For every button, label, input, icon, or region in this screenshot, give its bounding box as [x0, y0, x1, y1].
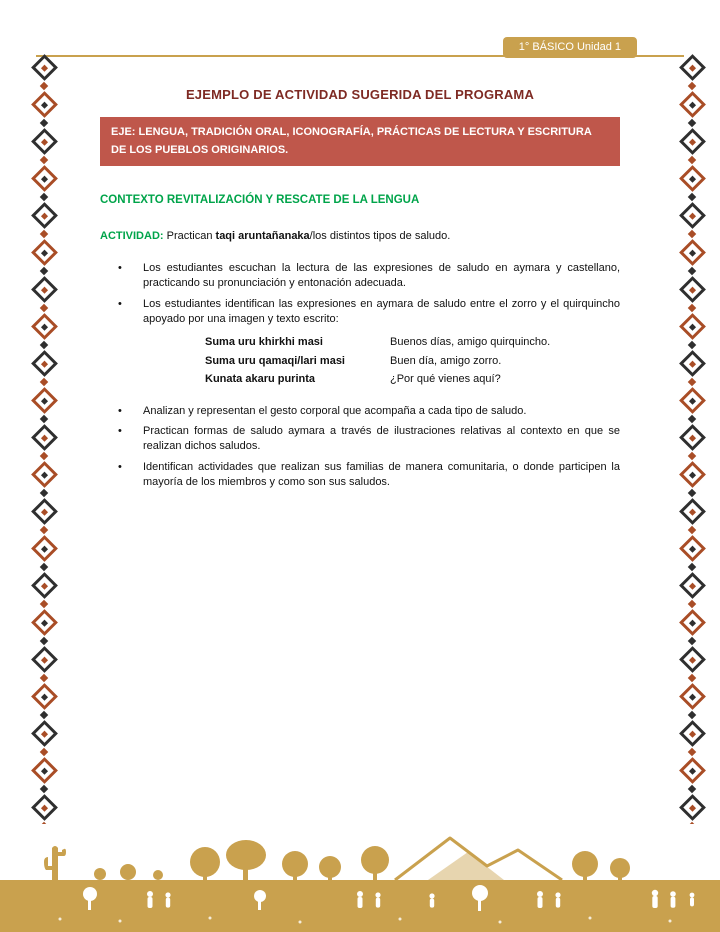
ornament-diamond-center	[40, 138, 47, 145]
ornament-connector-icon	[688, 230, 696, 238]
ornament-connector-icon	[40, 230, 48, 238]
ornament-diamond-center	[688, 101, 695, 108]
ornament-diamond-center	[688, 619, 695, 626]
phrase-spanish: Buenos días, amigo quirquincho.	[390, 336, 551, 349]
ornament-diamond-icon	[31, 424, 58, 451]
ornament-diamond-center	[688, 397, 695, 404]
ornament-connector-icon	[40, 341, 48, 349]
ornament-diamond-icon	[31, 313, 58, 340]
ornament-connector-icon	[40, 415, 48, 423]
bullet-text: Identifican actividades que realizan sus familias de manera comunitaria, o donde participen la mayoría de los miembros y como son sus saludos.	[143, 460, 620, 489]
ornament-diamond-icon	[31, 794, 58, 821]
ornament-diamond-center	[40, 545, 47, 552]
bullet-text: Los estudiantes identifican las expresiones en aymara de saludo entre el zorro y el quirquincho apoyado por una imagen y texto escrito:	[143, 297, 620, 326]
context-heading: CONTEXTO REVITALIZACIÓN Y RESCATE DE LA LENGUA	[100, 194, 420, 207]
ornament-diamond-center	[40, 434, 47, 441]
ornament-connector-icon	[40, 267, 48, 275]
bullet-text: Practican formas de saludo aymara a través de ilustraciones relativas al contexto en que se realizan dichos saludos.	[143, 424, 620, 453]
ornament-diamond-center	[40, 64, 47, 71]
list-item	[100, 460, 620, 491]
ornament-diamond-icon	[31, 683, 58, 710]
ornament-diamond-center	[40, 471, 47, 478]
ornament-diamond-icon	[31, 646, 58, 673]
ornament-diamond-icon	[31, 535, 58, 562]
ornament-diamond-icon	[679, 794, 706, 821]
footer-landscape-illustration	[0, 822, 720, 932]
ornament-connector-icon	[688, 82, 696, 90]
unit-badge: 1° BÁSICO Unidad 1	[503, 37, 637, 58]
ornament-connector-icon	[688, 711, 696, 719]
ornament-diamond-center	[40, 397, 47, 404]
ornament-connector-icon	[40, 378, 48, 386]
ornament-connector-icon	[688, 341, 696, 349]
ornament-diamond-icon	[679, 128, 706, 155]
ornament-diamond-center	[688, 471, 695, 478]
bullet-icon: •	[118, 460, 122, 473]
ornament-diamond-icon	[679, 609, 706, 636]
bullet-icon: •	[118, 261, 122, 274]
ornament-diamond-center	[688, 286, 695, 293]
ornament-diamond-icon	[31, 239, 58, 266]
ornament-diamond-icon	[679, 350, 706, 377]
ornament-diamond-icon	[31, 350, 58, 377]
ornament-diamond-center	[40, 582, 47, 589]
ornament-diamond-icon	[679, 54, 706, 81]
ornament-diamond-icon	[31, 461, 58, 488]
ornament-diamond-center	[688, 360, 695, 367]
ornament-diamond-center	[688, 582, 695, 589]
ornament-diamond-center	[688, 508, 695, 515]
ornament-connector-icon	[40, 489, 48, 497]
ornament-diamond-icon	[679, 91, 706, 118]
ornament-connector-icon	[688, 785, 696, 793]
bullet-icon: •	[118, 404, 122, 417]
ornament-diamond-icon	[679, 461, 706, 488]
phrase-spanish: Buen día, amigo zorro.	[390, 354, 502, 367]
ornament-diamond-icon	[31, 202, 58, 229]
ornament-diamond-center	[40, 508, 47, 515]
ornament-connector-icon	[688, 378, 696, 386]
ornament-connector-icon	[688, 304, 696, 312]
ornament-connector-icon	[688, 526, 696, 534]
phrase-aymara: Suma uru qamaqi/lari masi	[205, 354, 345, 367]
ornament-connector-icon	[40, 119, 48, 127]
ornament-diamond-icon	[679, 720, 706, 747]
ornament-diamond-icon	[679, 202, 706, 229]
ornament-diamond-icon	[679, 646, 706, 673]
ornament-connector-icon	[40, 563, 48, 571]
ornament-diamond-icon	[31, 572, 58, 599]
ornament-diamond-center	[40, 360, 47, 367]
bullet-text: Analizan y representan el gesto corporal que acompaña a cada tipo de saludo.	[143, 404, 527, 417]
left-ornament-border	[30, 54, 58, 824]
bullet-text: Los estudiantes escuchan la lectura de las expresiones de saludo en aymara y castellano, practicando su pronunciación y entonación adecuada.	[143, 261, 620, 290]
ornament-diamond-icon	[31, 757, 58, 784]
right-ornament-border	[678, 54, 706, 824]
activity-aymara-term: taqi aruntañanaka	[215, 230, 310, 243]
ornament-diamond-center	[688, 656, 695, 663]
ornament-connector-icon	[40, 600, 48, 608]
ornament-diamond-icon	[31, 720, 58, 747]
ornament-diamond-center	[40, 101, 47, 108]
ornament-diamond-icon	[679, 535, 706, 562]
ornament-diamond-center	[40, 286, 47, 293]
ornament-connector-icon	[688, 748, 696, 756]
ornament-diamond-icon	[679, 572, 706, 599]
ornament-diamond-center	[688, 730, 695, 737]
document-content	[100, 86, 620, 496]
bullet-icon: •	[118, 424, 122, 437]
ornament-diamond-center	[688, 323, 695, 330]
ornament-diamond-center	[40, 767, 47, 774]
ornament-diamond-icon	[679, 387, 706, 414]
ornament-diamond-icon	[31, 91, 58, 118]
ornament-diamond-center	[688, 138, 695, 145]
ornament-diamond-center	[688, 767, 695, 774]
list-item	[100, 261, 620, 292]
ornament-diamond-center	[40, 175, 47, 182]
ornament-diamond-icon	[679, 683, 706, 710]
ornament-diamond-icon	[679, 498, 706, 525]
ornament-diamond-icon	[31, 276, 58, 303]
ornament-diamond-center	[40, 249, 47, 256]
ornament-connector-icon	[40, 82, 48, 90]
ornament-diamond-icon	[679, 757, 706, 784]
phrase-spanish: ¿Por qué vienes aquí?	[390, 373, 501, 386]
phrase-aymara: Kunata akaru purinta	[205, 373, 316, 386]
bullet-icon: •	[118, 297, 122, 310]
ornament-diamond-icon	[31, 165, 58, 192]
greeting-phrases-table	[205, 335, 620, 387]
ornament-diamond-center	[40, 323, 47, 330]
activity-text-prefix: Practican	[163, 230, 216, 243]
list-item	[100, 424, 620, 455]
ornament-diamond-icon	[31, 498, 58, 525]
phrase-aymara: Suma uru khirkhi masi	[205, 336, 323, 349]
ornament-connector-icon	[688, 600, 696, 608]
ornament-diamond-center	[40, 693, 47, 700]
ornament-diamond-icon	[31, 387, 58, 414]
ornament-diamond-center	[688, 64, 695, 71]
ornament-diamond-center	[40, 619, 47, 626]
ornament-diamond-center	[40, 656, 47, 663]
page-title: EJEMPLO DE ACTIVIDAD SUGERIDA DEL PROGRAMA	[185, 87, 535, 102]
ornament-diamond-center	[688, 693, 695, 700]
ornament-connector-icon	[688, 156, 696, 164]
ornament-connector-icon	[40, 526, 48, 534]
ornament-diamond-icon	[679, 313, 706, 340]
ornament-diamond-center	[40, 804, 47, 811]
ornament-diamond-center	[40, 730, 47, 737]
ornament-diamond-icon	[31, 128, 58, 155]
list-item	[100, 404, 620, 419]
ornament-diamond-icon	[31, 609, 58, 636]
ornament-diamond-icon	[679, 165, 706, 192]
ornament-connector-icon	[40, 304, 48, 312]
activity-line	[100, 229, 620, 244]
ornament-connector-icon	[40, 748, 48, 756]
ornament-diamond-center	[688, 175, 695, 182]
ornament-diamond-center	[688, 212, 695, 219]
ornament-diamond-center	[688, 434, 695, 441]
ornament-connector-icon	[688, 489, 696, 497]
ornament-diamond-center	[688, 804, 695, 811]
ornament-diamond-icon	[31, 54, 58, 81]
ornament-diamond-center	[688, 249, 695, 256]
eje-banner: EJE: LENGUA, TRADICIÓN ORAL, ICONOGRAFÍA, PRÁCTICAS DE LECTURA Y ESCRITURA DE LOS PUEBLOS ORIGINARIOS.	[100, 117, 620, 166]
ornament-connector-icon	[688, 119, 696, 127]
ornament-connector-icon	[688, 674, 696, 682]
ornament-connector-icon	[40, 674, 48, 682]
ornament-connector-icon	[688, 415, 696, 423]
list-item	[100, 297, 620, 328]
ornament-connector-icon	[40, 452, 48, 460]
ornament-connector-icon	[688, 193, 696, 201]
bullet-list-bottom	[100, 404, 620, 491]
activity-label: ACTIVIDAD:	[100, 230, 164, 243]
ornament-diamond-icon	[679, 424, 706, 451]
ornament-diamond-center	[688, 545, 695, 552]
ornament-connector-icon	[40, 156, 48, 164]
ornament-connector-icon	[40, 637, 48, 645]
ornament-connector-icon	[688, 563, 696, 571]
ornament-connector-icon	[688, 452, 696, 460]
bullet-list-top	[100, 261, 620, 328]
ornament-connector-icon	[688, 637, 696, 645]
ornament-diamond-icon	[679, 239, 706, 266]
ornament-diamond-icon	[679, 276, 706, 303]
ornament-connector-icon	[40, 193, 48, 201]
activity-text-suffix: /los distintos tipos de saludo.	[309, 230, 451, 243]
ornament-diamond-center	[40, 212, 47, 219]
ornament-connector-icon	[40, 785, 48, 793]
ornament-connector-icon	[688, 267, 696, 275]
ornament-connector-icon	[40, 711, 48, 719]
